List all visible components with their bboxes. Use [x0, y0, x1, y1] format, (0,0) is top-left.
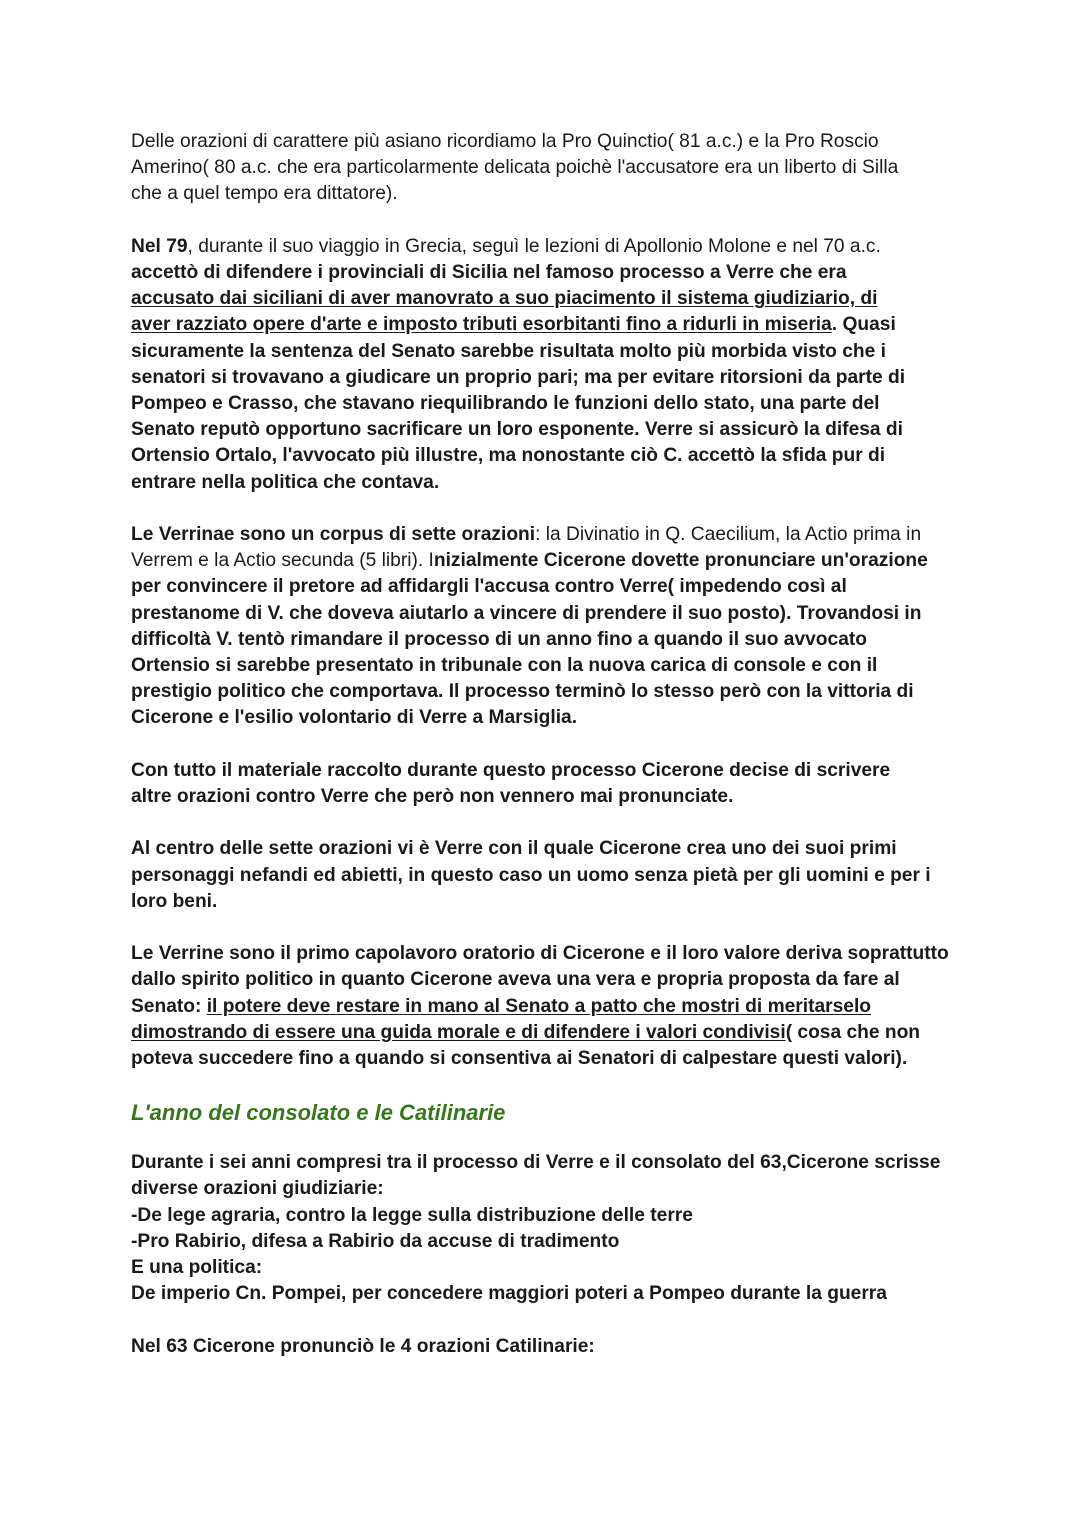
bold-rest: ( cosa che non poteva succedere fino a quando si consentiva ai Senatori di calpestare questi valori). [131, 1021, 921, 1070]
list-item: E una politica: [131, 1257, 263, 1279]
intro-text: Durante i sei anni compresi tra il processo di Verre e il consolato del 63,Cicerone scrisse diverse orazioni giudiziarie: [131, 1152, 941, 1200]
bold-text: Nel 63 Cicerone pronunciò le 4 orazioni Catilinarie: [131, 1335, 595, 1357]
bold-text: Al centro delle sette orazioni vi è Verre con il quale Cicerone crea uno dei suoi primi personaggi nefandi ed abietti, in questo caso un uomo senza pietà per gli uomini e per i loro beni. [131, 838, 931, 912]
paragraph-orazioni-giudiziarie [131, 1150, 961, 1307]
list-item: -De lege agraria, contro la legge sulla distribuzione delle terre [131, 1204, 693, 1226]
document-page [131, 129, 961, 1360]
plain-text: , durante il suo viaggio in Grecia, seguì le lezioni di Apollonio Molone e nel 70 a.c. [187, 235, 881, 257]
section-heading: L'anno del consolato e le Catilinarie [131, 1100, 506, 1126]
paragraph-orazioni-asiane: Delle orazioni di carattere più asiano ricordiamo la Pro Quinctio( 81 a.c.) e la Pro Roscio Amerino( 80 a.c. che era particolarmente delicata poichè l'accusatore era un liberto di Silla che a quel tempo era dittatore). [131, 131, 899, 205]
paragraph-catilinarie [131, 1334, 961, 1360]
underlined-text: il potere deve restare in mano al Senato a patto che mostri di meritarselo dimostrando di essere una guida morale e di difendere i valori condivisi [131, 995, 872, 1043]
bold-lead: Le Verrinae sono un corpus di sette orazioni [131, 524, 536, 546]
paragraph-materiale-raccolto [131, 758, 931, 810]
bold-text: Con tutto il materiale raccolto durante questo processo Cicerone decise di scrivere altre orazioni contro Verre che però non vennero mai pronunciate. [131, 759, 891, 808]
paragraph-verrinae [131, 522, 946, 732]
plain-text: : la Divinatio in Q. Caecilium, la Actio prima in Verrem e la Actio secunda (5 libri). I [131, 524, 922, 572]
list-item: -Pro Rabirio, difesa a Rabirio da accuse di tradimento [131, 1230, 620, 1252]
bold-text: nizialmente Cicerone dovette pronunciare un'orazione per convincere il pretore ad affidargli l'accusa contro Verre( impedendo così al prestanome di V. che doveva aiutarlo a vincere di prendere il suo posto). Trovandosi in difficoltà V. tentò rimandare il processo di un anno fino a quando il suo avvocato Ortensio si sarebbe presentato in tribunale con la nuova carica di console e con il prestigio politico che comportava. Il processo terminò lo stesso però con la vittoria di Cicerone e l'esilio volontario di Verre a Marsiglia. [131, 550, 928, 729]
bold-rest: . Quasi sicuramente la sentenza del Senato sarebbe risultata molto più morbida visto che i senatori si trovavano a giudicare un proprio pari; ma per evitare ritorsioni da parte di Pompeo e Crasso, che stavano riequilibrando le funzioni dello stato, una parte del Senato reputò opportuno sacrificare un loro esponente. Verre si assicurò la difesa di Ortensio Ortalo, l'avvocato più illustre, ma nonostante ciò C. accettò la sfida pur di entrare nella politica che contava. [131, 314, 906, 493]
paragraph-centro-orazioni [131, 836, 931, 915]
bold-text: Le Verrine sono il primo capolavoro oratorio di Cicerone e il loro valore deriva soprattutto dallo spirito politico in quanto Cicerone aveva una vera e propria proposta da fare al Senato: [131, 943, 949, 1017]
list-item: De imperio Cn. Pompei, per concedere maggiori poteri a Pompeo durante la guerra [131, 1283, 887, 1305]
bold-lead: Nel 79 [131, 235, 188, 257]
bold-text: accettò di difendere i provinciali di Sicilia nel famoso processo a Verre che era [131, 262, 847, 283]
paragraph-processo-verre [131, 234, 921, 496]
underlined-text: accusato dai siciliani di aver manovrato a suo piacimento il sistema giudiziario, di aver razziato opere d'arte e imposto tributi esorbitanti fino a ridurli in miseria [131, 288, 878, 336]
paragraph-verrine-capolavoro [131, 941, 961, 1072]
